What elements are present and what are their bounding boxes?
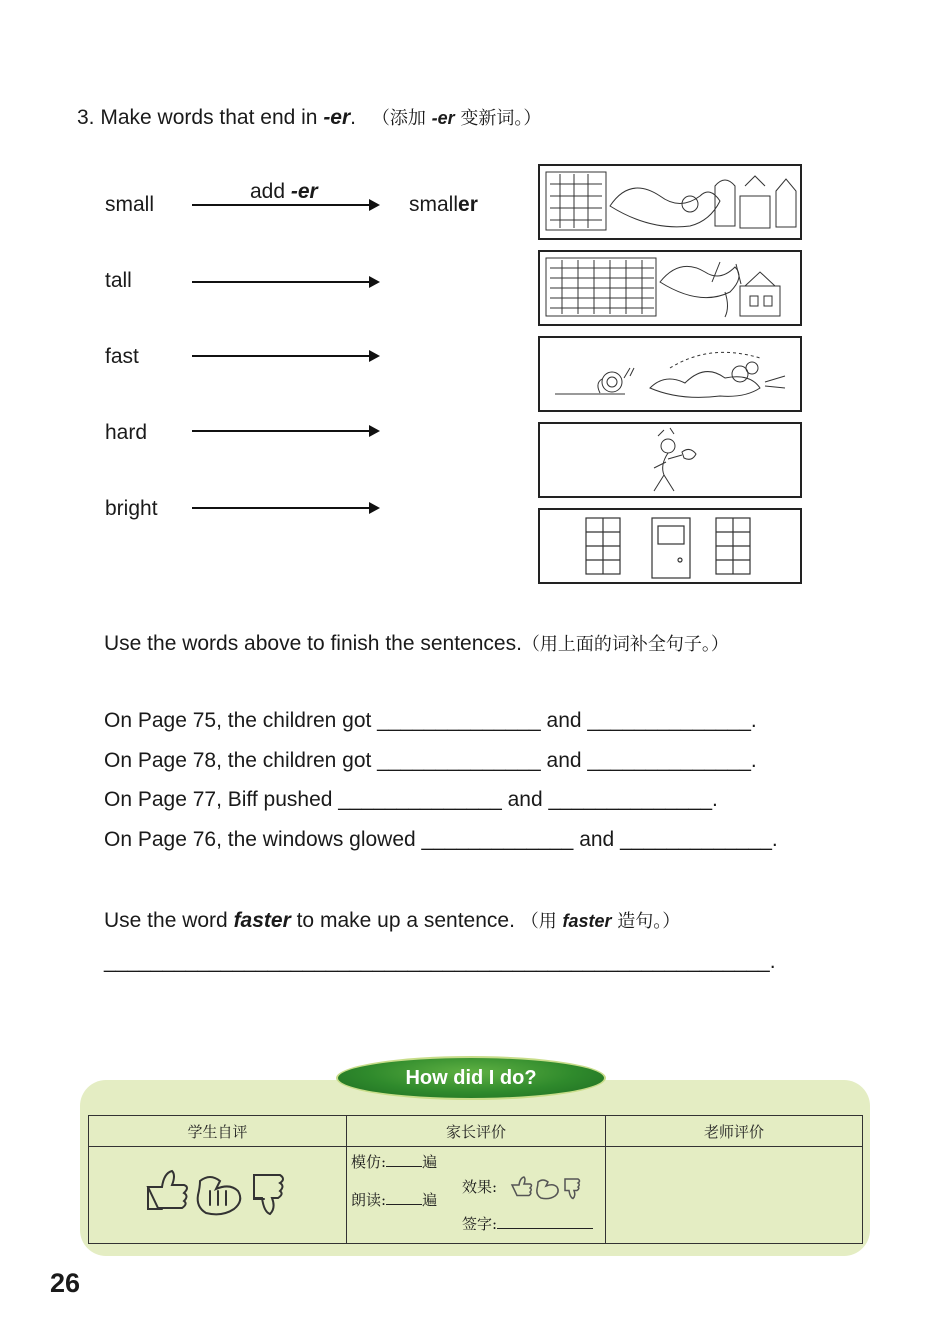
teacher-column-header: 老师评价 [606, 1116, 863, 1147]
result-stem: small [409, 193, 459, 216]
title-cn-open: （添加 [371, 108, 432, 129]
parent-eval-cell [347, 1147, 606, 1244]
faster-word: faster [233, 909, 291, 932]
exercise-title [77, 104, 541, 130]
add-label-suffix: -er [290, 180, 318, 203]
read-row [351, 1189, 437, 1210]
parent-column-header: 家长评价 [347, 1116, 606, 1147]
title-period: . [350, 106, 357, 129]
sign-label: 签字: [462, 1215, 498, 1233]
rabbit-in-town-picture [538, 164, 802, 240]
read-count-input[interactable] [386, 1190, 422, 1205]
word-bright: bright [105, 497, 158, 520]
sentence-line[interactable]: On Page 77, Biff pushed ______________ and ______________. [104, 788, 718, 811]
faster-cn-word: faster [562, 911, 612, 931]
imitate-count-input[interactable] [386, 1152, 422, 1167]
word-tall: tall [105, 269, 132, 292]
teacher-eval-cell[interactable] [606, 1147, 863, 1244]
title-chinese [372, 108, 541, 129]
instruction-chinese: （用上面的词补全句子。） [521, 634, 729, 655]
child-pushing-picture [538, 422, 802, 498]
sentences-instruction [104, 630, 729, 656]
title-text: Make words that end in [100, 106, 324, 129]
arrow-right-icon [192, 276, 380, 288]
thumbs-rating-icon[interactable] [138, 1163, 298, 1223]
word-small: small [105, 193, 155, 216]
result-ending: er [458, 193, 478, 216]
title-suffix: -er [323, 106, 351, 129]
times-unit: 遍 [422, 1191, 438, 1209]
title-cn-suffix: -er [431, 108, 455, 128]
add-label-text: add [250, 180, 291, 203]
arrow-right-icon [192, 425, 380, 437]
effect-row [462, 1173, 592, 1203]
read-label: 朗读: [351, 1191, 387, 1209]
word-fast: fast [105, 345, 139, 368]
word-hard: hard [105, 421, 148, 444]
arrow-right-icon [192, 502, 380, 514]
page-number: 26 [50, 1268, 81, 1298]
sentence-line[interactable]: On Page 75, the children got ______________ and ______________. [104, 709, 757, 732]
faster-instruction [104, 907, 680, 933]
sign-row [462, 1213, 593, 1234]
thumbs-rating-small-icon[interactable] [502, 1173, 592, 1203]
squirrel-on-tree-picture [538, 250, 802, 326]
sentence-line[interactable]: On Page 76, the windows glowed _____________ and _____________. [104, 828, 778, 851]
imitate-row [351, 1151, 437, 1172]
glowing-windows-picture [538, 508, 802, 584]
faster-text-a: Use the word [104, 909, 234, 932]
how-did-i-do-heading: How did I do? [336, 1056, 606, 1100]
example-result [409, 193, 478, 217]
snail-and-mouse-picture [538, 336, 802, 412]
answer-line[interactable]: _________________________________________________________. [104, 950, 776, 973]
title-cn-close: 变新词。） [454, 108, 542, 129]
effect-label: 效果: [462, 1178, 498, 1196]
signature-input[interactable] [497, 1214, 593, 1229]
sentence-line[interactable]: On Page 78, the children got ______________ and ______________. [104, 749, 757, 772]
student-self-eval-cell[interactable] [89, 1147, 347, 1244]
exercise-number: 3. [77, 106, 95, 129]
faster-cn-b: 造句。） [611, 911, 681, 932]
faster-text-b: to make up a sentence. [290, 909, 515, 932]
student-column-header: 学生自评 [89, 1116, 347, 1147]
arrow-right-icon [192, 199, 380, 211]
faster-cn-a: （用 [520, 911, 563, 932]
arrow-right-icon [192, 350, 380, 362]
instruction-text: Use the words above to finish the sentences. [104, 632, 522, 655]
times-unit: 遍 [422, 1153, 438, 1171]
imitate-label: 模仿: [351, 1153, 387, 1171]
evaluation-table [88, 1115, 863, 1244]
faster-chinese [521, 911, 681, 932]
